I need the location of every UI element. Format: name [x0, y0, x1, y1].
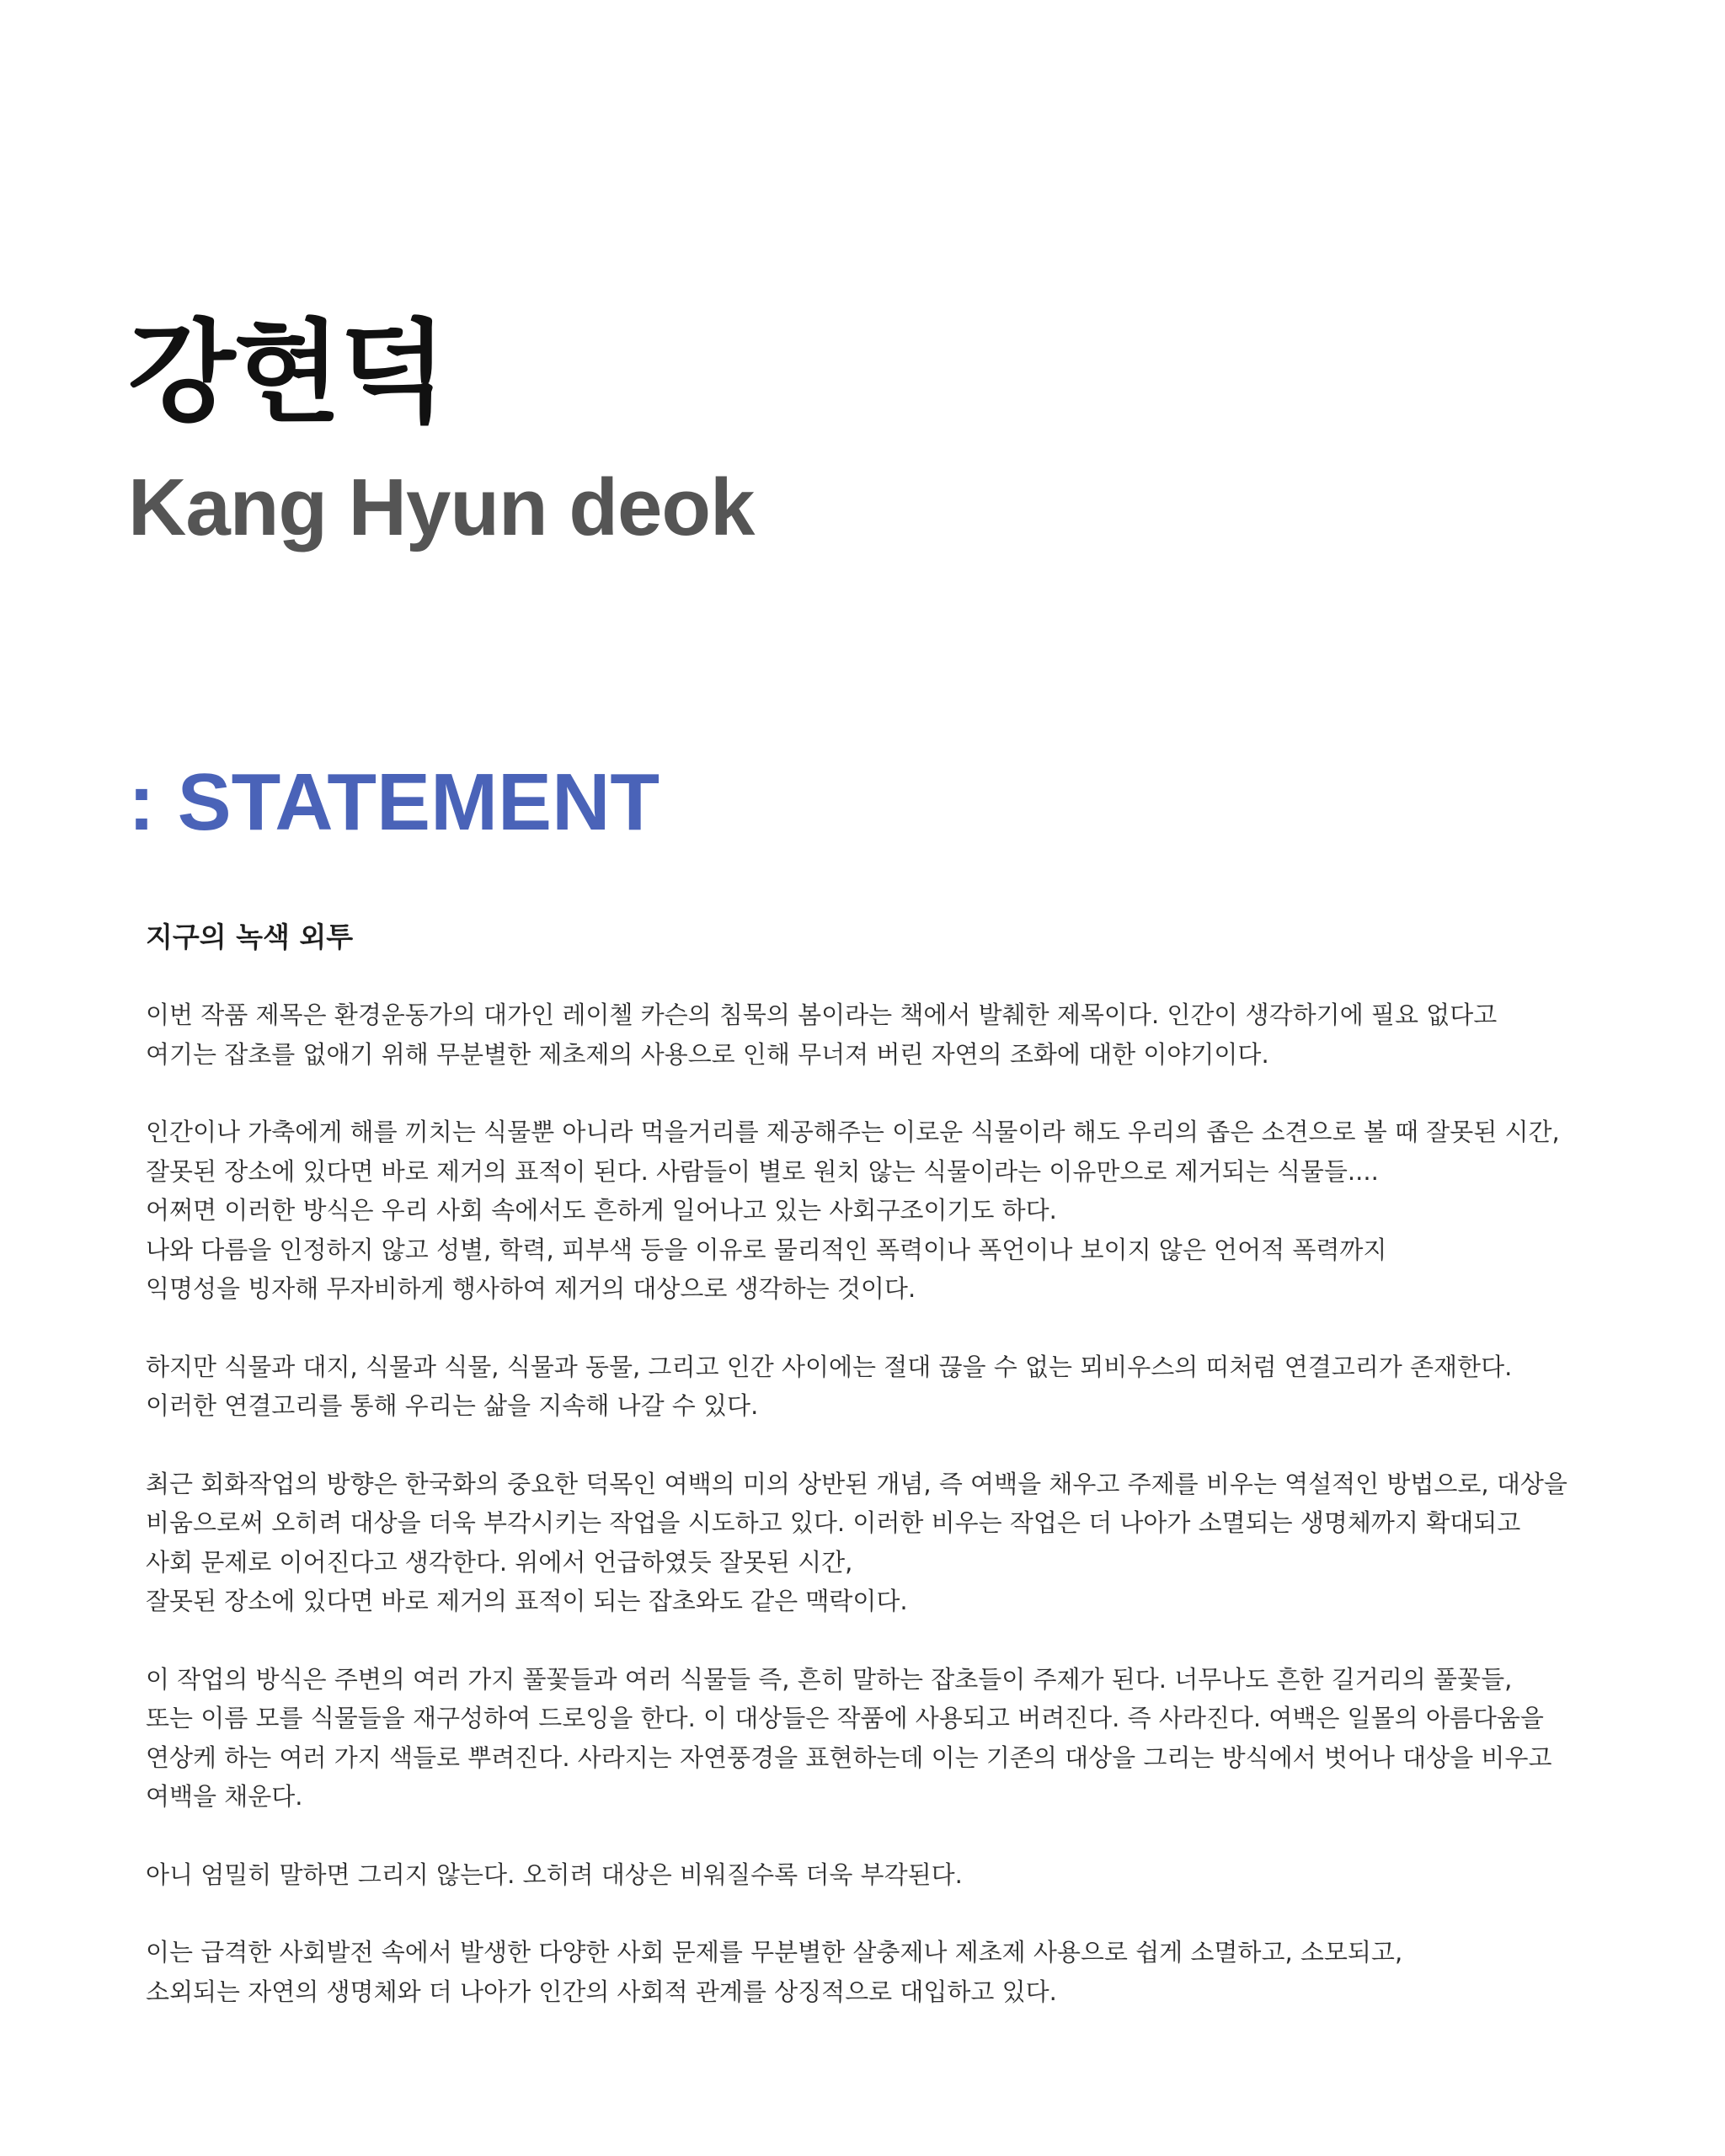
statement-line: 나와 다름을 인정하지 않고 성별, 학력, 피부색 등을 이유로 물리적인 폭력이나 폭언이나 보이지 않은 언어적 폭력까지 [146, 1235, 1387, 1264]
statement-line: 이번 작품 제목은 환경운동가의 대가인 레이첼 카슨의 침묵의 봄이라는 책에서 발췌한 제목이다. 인간이 생각하기에 필요 없다고 [146, 1001, 1498, 1029]
statement-line: 이 작업의 방식은 주변의 여러 가지 풀꽃들과 여러 식물들 즉, 흔히 말하는 잡초들이 주제가 된다. 너무나도 흔한 길거리의 풀꽃들, [146, 1664, 1513, 1694]
statement-title: 지구의 녹색 외투 [146, 921, 354, 953]
statement-line: 사회 문제로 이어진다고 생각한다. 위에서 언급하였듯 잘못된 시간, [146, 1547, 853, 1577]
statement-line: 익명성을 빙자해 무자비하게 행사하여 제거의 대상으로 생각하는 것이다. [146, 1274, 916, 1303]
section-heading: : STATEMENT [128, 757, 660, 847]
statement-line: 어쩌면 이러한 방식은 우리 사회 속에서도 흔하게 일어나고 있는 사회구조이기도 하다. [146, 1196, 1057, 1225]
statement-line: 연상케 하는 여러 가지 색들로 뿌려진다. 사라지는 자연풍경을 표현하는데 이는 기존의 대상을 그리는 방식에서 벗어나 대상을 비우고 [146, 1742, 1552, 1772]
statement-paragraph [146, 1113, 1594, 1309]
statement-paragraphs [146, 995, 1594, 2011]
statement-line: 소외되는 자연의 생명체와 더 나아가 인간의 사회적 관계를 상징적으로 대입하고 있다. [146, 1977, 1057, 2006]
statement-line: 비움으로써 오히려 대상을 더욱 부각시키는 작업을 시도하고 있다. 이러한 비우는 작업은 더 나아가 소멸되는 생명체까지 확대되고 [146, 1508, 1521, 1537]
statement-line: 최근 회화작업의 방향은 한국화의 중요한 덕목인 여백의 미의 상반된 개념, 즉 여백을 채우고 주제를 비우는 역설적인 방법으로, 대상을 [146, 1469, 1567, 1498]
statement-paragraph [146, 1465, 1594, 1621]
statement-paragraph [146, 1348, 1594, 1426]
statement-line: 이는 급격한 사회발전 속에서 발생한 다양한 사회 문제를 무분별한 살충제나 제초제 사용으로 쉽게 소멸하고, 소모되고, [146, 1938, 1403, 1967]
artist-name-korean: 강현덕 [128, 308, 446, 438]
statement-line: 인간이나 가축에게 해를 끼치는 식물뿐 아니라 먹을거리를 제공해주는 이로운 식물이라 해도 우리의 좁은 소견으로 볼 때 잘못된 시간, [146, 1118, 1560, 1146]
statement-line: 또는 이름 모를 식물들을 재구성하여 드로잉을 한다. 이 대상들은 작품에 사용되고 버려진다. 즉 사라진다. 여백은 일몰의 아름다움을 [146, 1704, 1544, 1732]
statement-line: 잘못된 장소에 있다면 바로 제거의 표적이 되는 잡초와도 같은 맥락이다. [146, 1587, 908, 1615]
statement-line: 여백을 채운다. [146, 1782, 303, 1811]
statement-paragraph [146, 1855, 1594, 1895]
statement-paragraph [146, 1660, 1594, 1817]
statement-paragraph [146, 1933, 1594, 2011]
statement-paragraph [146, 995, 1594, 1074]
statement-line: 하지만 식물과 대지, 식물과 식물, 식물과 동물, 그리고 인간 사이에는 절대 끊을 수 없는 뫼비우스의 띠처럼 연결고리가 존재한다. [146, 1352, 1513, 1381]
statement-line: 이러한 연결고리를 통해 우리는 삶을 지속해 나갈 수 있다. [146, 1391, 759, 1420]
statement-line: 잘못된 장소에 있다면 바로 제거의 표적이 된다. 사람들이 별로 원치 않는 식물이라는 이유만으로 제거되는 식물들.... [146, 1156, 1379, 1186]
statement-line: 아니 엄밀히 말하면 그리지 않는다. 오히려 대상은 비워질수록 더욱 부각된다. [146, 1860, 963, 1889]
statement-body [146, 918, 1594, 2011]
artist-name-english: Kang Hyun deok [128, 462, 755, 552]
statement-line: 여기는 잡초를 없애기 위해 무분별한 제초제의 사용으로 인해 무너져 버린 자연의 조화에 대한 이야기이다. [146, 1039, 1269, 1069]
